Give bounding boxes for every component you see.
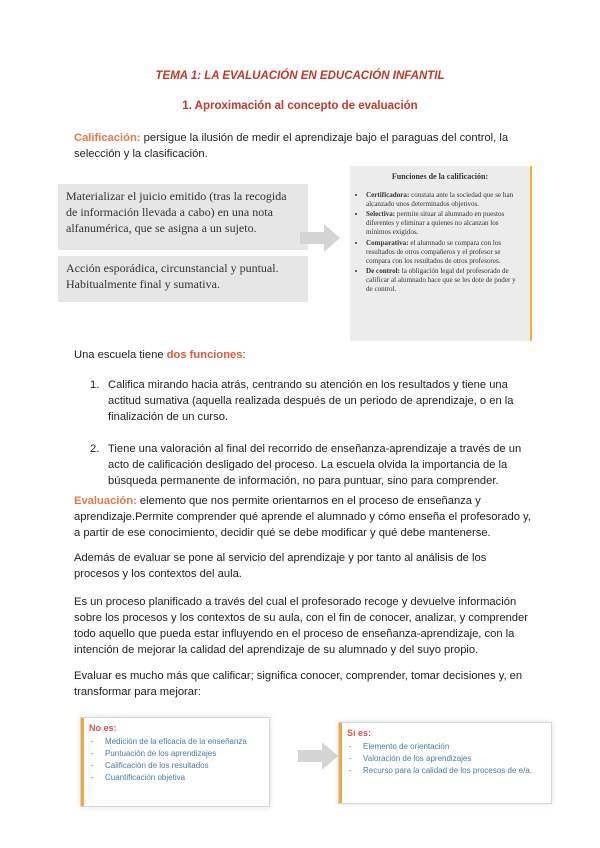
si-es-list xyxy=(347,741,545,777)
arrow-right-icon xyxy=(300,222,342,254)
si-es-title: Sí es: xyxy=(347,728,372,738)
list-item: - Puntuación de los aprendizajes xyxy=(89,748,263,760)
accent-bar xyxy=(339,723,342,803)
list-item: - Elemento de orientación xyxy=(347,741,545,753)
function-item: • Selectiva: permite situar al alumnado en puestos diferentes y eliminar a quienes no alcanzan los mínimos exigidos. xyxy=(366,210,520,237)
list-item: 2. Tiene una valoración al final del recorrido de enseñanza-aprendizaje a través de un acto de calificación desligado del proceso. La escuela olvida la importancia de la búsqueda permanente de información, no para puntuar, sino para comprender. xyxy=(90,443,522,487)
type-text: Acción esporádica, circunstancial y puntual. Habitualmente final y sumativa. xyxy=(66,261,279,291)
list-item: - Cuantificación objetiva xyxy=(89,772,263,784)
paragraph: Evaluar es mucho más que calificar; significa conocer, comprender, tomar decisiones y, en transformar para mejorar: xyxy=(74,670,523,698)
calificacion-type-box xyxy=(58,256,308,302)
function-item: • Comparativa: el alumnado se compara con los resultados de otros compañeros y el profesor se compara con los resultados de otros profesores. xyxy=(366,239,520,266)
functions-title: Funciones de la calificación: xyxy=(391,172,489,181)
function-item: • Certificadora: constata ante la sociedad que se han alcanzado unos determinados objetivos. xyxy=(366,191,520,209)
escuela-intro: Una escuela tiene dos funciones: xyxy=(74,349,246,361)
evaluacion-label: Evaluación: xyxy=(74,495,137,507)
arrow-right-icon xyxy=(298,740,340,772)
no-es-title: No es: xyxy=(89,723,117,733)
list-item: 1. Califica mirando hacia atrás, centrando su atención en los resultados y tiene una actitud sumativa (aquella realizada después de un periodo de aprendizaje, o en la finalización de un curso. xyxy=(90,379,514,423)
no-es-list xyxy=(89,736,263,784)
calificacion-definition-box xyxy=(58,184,308,250)
list-item: - Medición de la eficacia de la enseñanza xyxy=(89,736,263,748)
function-item: • De control: la obligación legal del profesorado de calificar al alumnado hace que se les dote de poder y de control. xyxy=(366,267,520,294)
list-item: - Valoración de los aprendizajes xyxy=(347,753,545,765)
si-es-box xyxy=(338,722,552,804)
dos-funciones-highlight: dos funciones xyxy=(166,349,243,361)
functions-box xyxy=(350,166,532,341)
calificacion-text: persigue la ilusión de medir el aprendizaje bajo el paraguas del control, la selección y la clasificación. xyxy=(74,132,509,160)
escuela-list xyxy=(74,377,534,489)
calificacion-label: Calificación: xyxy=(74,132,141,144)
evaluacion-text: elemento que nos permite orientarnos en el proceso de enseñanza y aprendizaje.Permite comprender qué aprende el alumnado y cómo enseña el profesorado y, a partir de ese conocimiento, decidir qué se debe modificar y qué debe mantenerse. xyxy=(74,495,531,539)
functions-list xyxy=(350,191,530,294)
evaluacion-paragraph xyxy=(74,493,532,541)
document-title: TEMA 1: LA EVALUACIÓN EN EDUCACIÓN INFANTIL xyxy=(155,70,445,82)
paragraph: Además de evaluar se pone al servicio del aprendizaje y por tanto al análisis de los procesos y los contextos del aula. xyxy=(74,552,487,580)
accent-bar xyxy=(81,718,84,806)
section-title: 1. Aproximación al concepto de evaluación xyxy=(182,100,418,112)
list-item: - Recurso para la calidad de los procesos de e/a. xyxy=(347,765,545,777)
calificacion-paragraph xyxy=(74,130,532,162)
paragraph: Es un proceso planificado a través del cual el profesorado recoge y devuelve información sobre los procesos y los contextos de su aula, con el fin de conocer, analizar, y comprender todo aquello que pueda estar influyendo en el proceso de enseñanza-aprendizaje, con la intención de mejorar la calidad del aprendizaje de su alumnado y del suyo propio. xyxy=(74,596,528,656)
definition-text: Materializar el juicio emitido (tras la recogida de información llevada a cabo) en una nota alfanumérica, que se asigna a un sujeto. xyxy=(66,189,287,235)
no-es-box xyxy=(80,717,270,807)
list-item: - Calificación de los resultados xyxy=(89,760,263,772)
